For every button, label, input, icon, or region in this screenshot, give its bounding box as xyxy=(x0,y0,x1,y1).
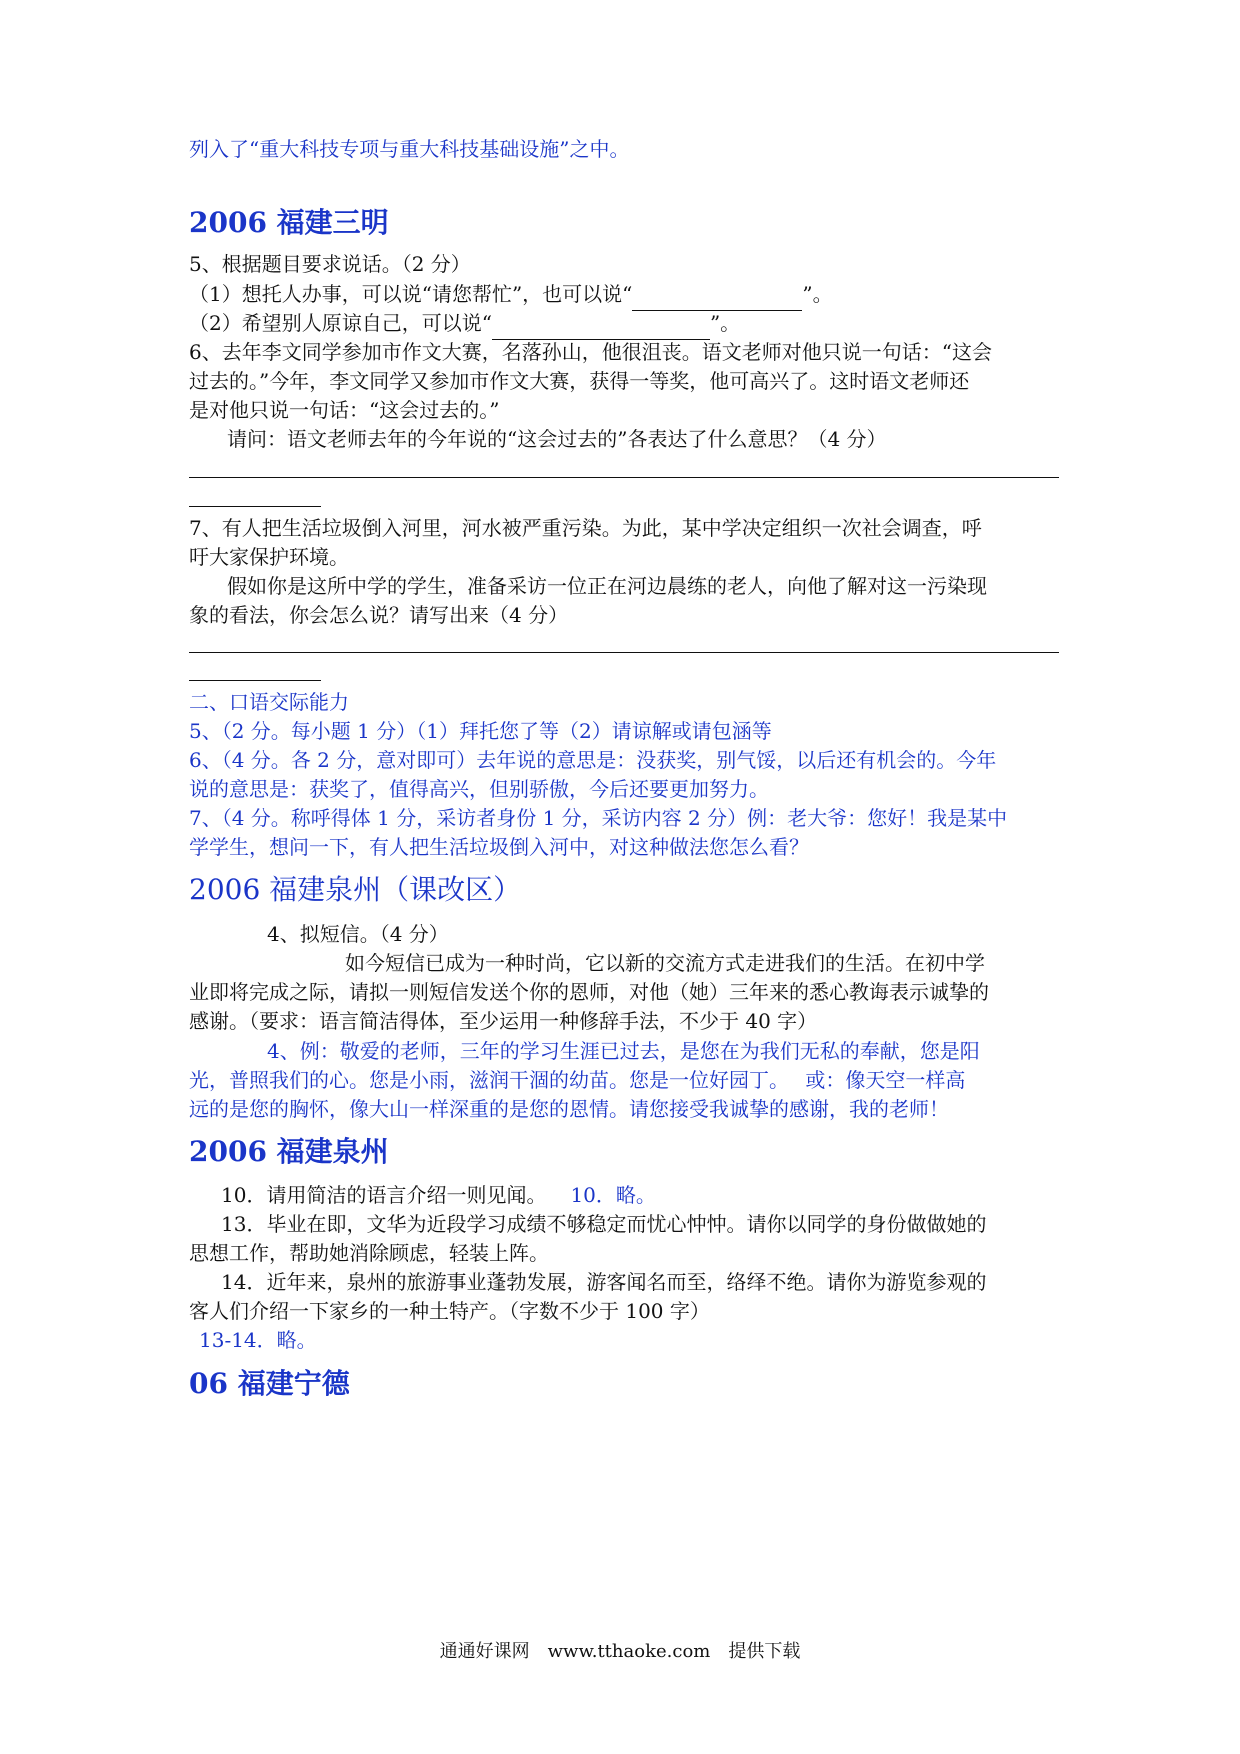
question-13-line-2: 思想工作，帮助她消除顾虑，轻装上阵。 xyxy=(189,1241,549,1265)
answer-13-14: 13-14．略。 xyxy=(199,1328,317,1352)
question-7-line-4: 象的看法，你会怎么说？请写出来（4 分） xyxy=(189,603,569,627)
answer-4-line-1: 4、例：敬爱的老师，三年的学习生涯已过去，是您在为我们无私的奉献，您是阳 xyxy=(267,1039,980,1063)
intro-line: 列入了“重大科技专项与重大科技基础设施”之中。 xyxy=(189,137,630,161)
question-6-line-1: 6、去年李文同学参加市作文大赛，名落孙山，他很沮丧。语文老师对他只说一句话：“这会 xyxy=(189,340,992,364)
section-title-sanming: 2006 福建三明 xyxy=(189,206,389,239)
question-14-line-2: 客人们介绍一下家乡的一种土特产。（字数不少于 100 字） xyxy=(189,1299,710,1323)
section-title-quanzhou-reform: 2006 福建泉州（课改区） xyxy=(189,873,522,906)
answer-line-6b[interactable] xyxy=(189,506,321,507)
section-title-ningde: 06 福建宁德 xyxy=(189,1367,350,1400)
answer-7-line-1: 7、（4 分。称呼得体 1 分，采访者身份 1 分，采访内容 2 分）例：老大爷：您好！我是某中 xyxy=(189,806,1008,830)
question-5: 5、根据题目要求说话。（2 分） xyxy=(189,252,471,276)
answer-7-line-2: 学学生，想问一下，有人把生活垃圾倒入河中，对这种做法您怎么看？ xyxy=(189,835,809,859)
question-7-line-3: 假如你是这所中学的学生，准备采访一位正在河边晨练的老人，向他了解对这一污染现 xyxy=(227,574,987,598)
question-5-1-text: （1）想托人办事，可以说“请您帮忙”，也可以说“ xyxy=(189,282,633,306)
question-14-line-1: 14．近年来，泉州的旅游事业蓬勃发展，游客闻名而至，络绎不绝。请你为游览参观的 xyxy=(221,1270,987,1294)
question-7-line-1: 7、有人把生活垃圾倒入河里，河水被严重污染。为此，某中学决定组织一次社会调查，呼 xyxy=(189,516,982,540)
question-10: 10．请用简洁的语言介绍一则见闻。 xyxy=(221,1183,547,1207)
question-5-1-close: ”。 xyxy=(802,282,833,306)
answer-line-7a[interactable] xyxy=(189,652,1059,653)
question-7-line-2: 吁大家保护环境。 xyxy=(189,545,349,569)
question-4-line-1: 如今短信已成为一种时尚，它以新的交流方式走进我们的生活。在初中学 xyxy=(345,951,985,975)
answer-line-6a[interactable] xyxy=(189,477,1059,478)
answer-line-7b[interactable] xyxy=(189,680,321,681)
answer-heading: 二、口语交际能力 xyxy=(189,690,349,714)
answer-5: 5、（2 分。每小题 1 分）（1）拜托您了等（2）请谅解或请包涵等 xyxy=(189,719,772,743)
answer-4-line-3: 远的是您的胸怀，像大山一样深重的是您的恩情。请您接受我诚挚的感谢，我的老师！ xyxy=(189,1097,949,1121)
answer-6-line-2: 说的意思是：获奖了，值得高兴，但别骄傲，今后还要更加努力。 xyxy=(189,777,769,801)
answer-10: 10．略。 xyxy=(570,1183,656,1207)
question-6-ask: 请问：语文老师去年的今年说的“这会过去的”各表达了什么意思？（4 分） xyxy=(227,427,887,451)
answer-4-line-2: 光，普照我们的心。您是小雨，滋润干涸的幼苗。您是一位好园丁。 或：像天空一样高 xyxy=(189,1068,966,1092)
answer-6-line-1: 6、（4 分。各 2 分，意对即可）去年说的意思是：没获奖，别气馁，以后还有机会的。今年 xyxy=(189,748,997,772)
question-6-line-3: 是对他只说一句话：“这会过去的。” xyxy=(189,398,500,422)
question-4-line-3: 感谢。（要求：语言简洁得体，至少运用一种修辞手法，不少于 40 字） xyxy=(189,1009,818,1033)
page-footer: 通通好课网 www.tthaoke.com 提供下载 xyxy=(439,1641,801,1662)
question-13-line-1: 13．毕业在即，文华为近段学习成绩不够稳定而忧心忡忡。请你以同学的身份做做她的 xyxy=(221,1212,987,1236)
question-5-2-close: ”。 xyxy=(709,311,741,335)
question-6-line-2: 过去的。”今年，李文同学又参加市作文大赛，获得一等奖，他可高兴了。这时语文老师还 xyxy=(189,369,970,393)
question-4-line-2: 业即将完成之际，请拟一则短信发送个你的恩师，对他（她）三年来的悉心教诲表示诚挚的 xyxy=(189,980,989,1004)
question-5-2-text: （2）希望别人原谅自己，可以说“ xyxy=(189,311,492,335)
section-title-quanzhou: 2006 福建泉州 xyxy=(189,1135,389,1168)
question-4: 4、拟短信。（4 分） xyxy=(267,922,449,946)
